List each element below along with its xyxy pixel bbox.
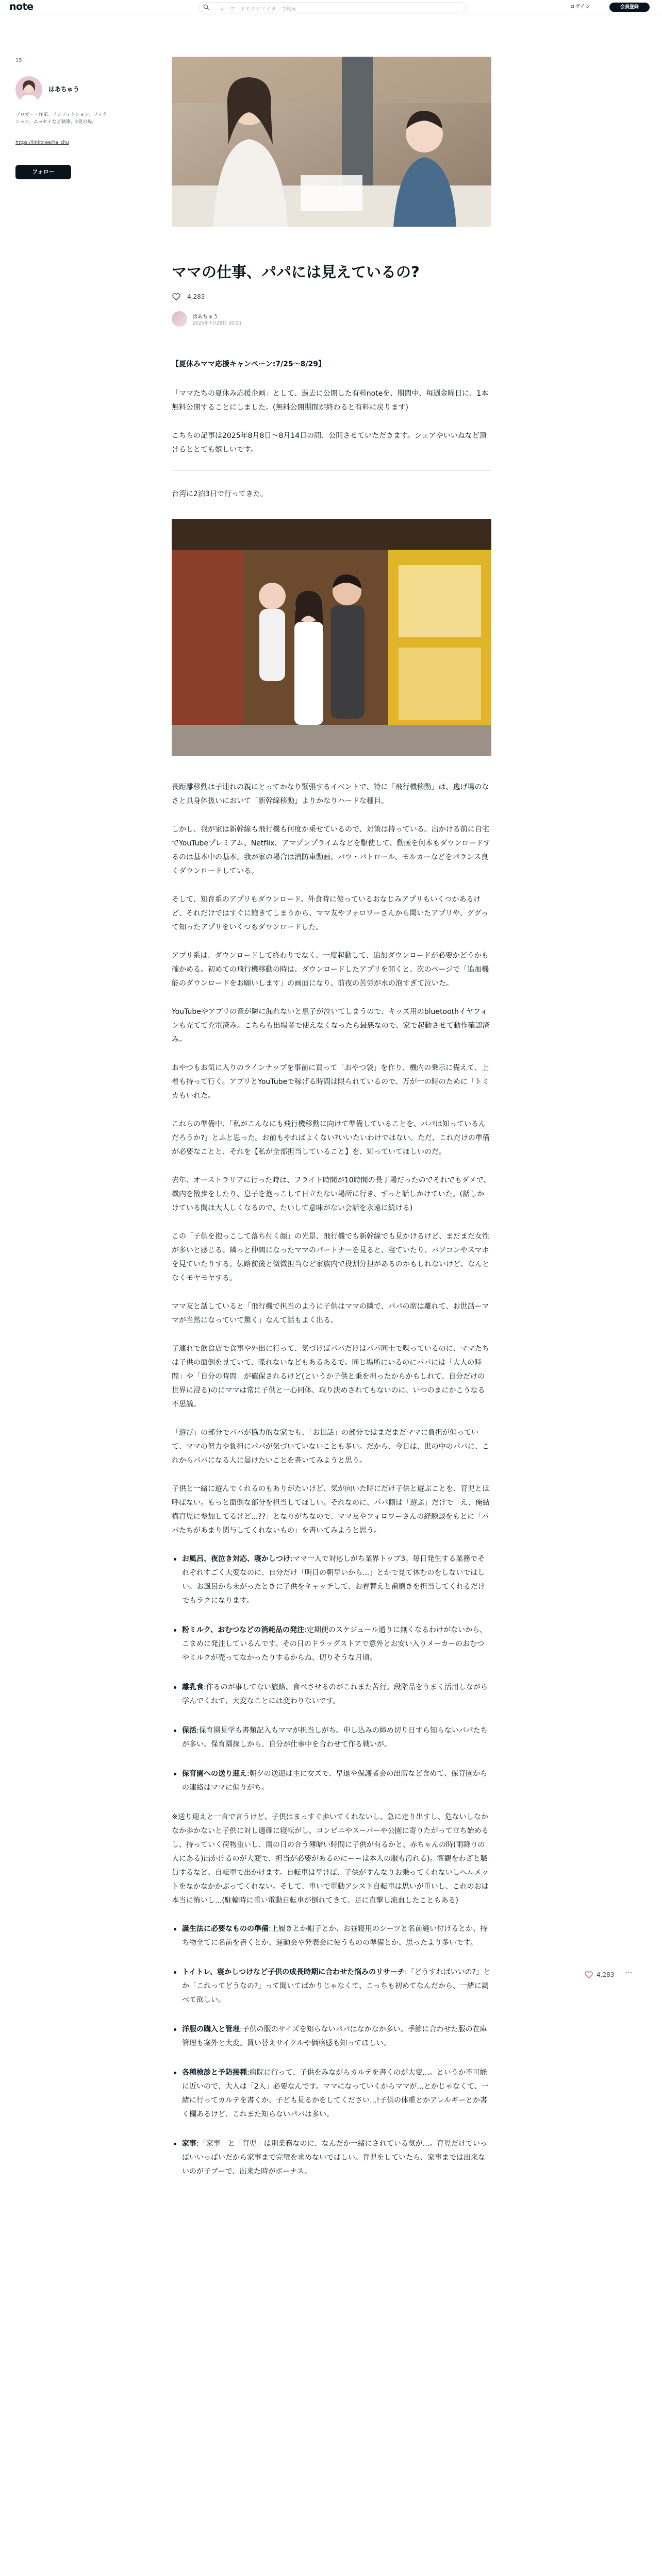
paragraph: これらの準備中、「私がこんなにも飛行機移動に向けて準備していることを、パパは知っているんだろうか?」とふと思った。お前もやればよくない?いいたいわけではない。ただ、これだけの準備が必要なことと、それを【私が全部担当していること】を、知っていてほしいのだ。 <box>172 1120 490 1156</box>
paragraph: ママ友と話していると「飛行機で担当のように子供はママの隣で、パパの席は離れて、お世話ーママが当然になっていて驚く」なんて話もよく出る。 <box>172 1302 489 1325</box>
list-item-title: 洋服の購入と管理 <box>182 2025 240 2033</box>
paragraph: 子連れで飲食店で食事や外出に行って、気づけばパパだけはパパ同士で喋っているのに、ママたちは子供の面倒を見ていて、喋れないなどもあるあるで。同じ場所にいるのにパパには「大人の時間」や「自分の時間」が確保されるけど(というか子供と乗を担ったからかもしれて、自分だけの世界に浸る)のにママは常に子供と一心同体、取り決めされてもないのに、いつのまにかこうなる不思議。 <box>172 1345 489 1409</box>
list-item <box>172 1681 491 1708</box>
creator-link[interactable]: https://linktr.ee/ha_chu <box>15 140 69 145</box>
list-item-text: :病院に行って、子供をみながらカルテを書くのが大変...。というか不可能に近いので、大人は「2人」必要なんです。ママになっていくからママが...とかじゃなくて、一緒に行ってカルテを書くか、子ども見るかをしてください...!子供の体重とかアレルギーとか書く欄あるけど、これまた知らないパパは多い。 <box>182 2069 489 2119</box>
search-input[interactable] <box>198 2 467 12</box>
heart-icon[interactable] <box>172 292 181 301</box>
paragraph: しかし、我が家は新幹線も飛行機も何度か乗せているので、対策は持っている。出かける前に自宅でYouTubeプレミアム、Netflix、アマゾンプライムなどを駆使して、動画を何本もダウンロードするのは基本中の基本。我が家の場合は消防車動画、パウ・パトロール、モルカーなどをパランス良くダウンロードしている。 <box>172 825 490 875</box>
list-item <box>172 2066 491 2122</box>
search-placeholder: キーワードやクリエイターで検索 <box>220 7 297 12</box>
list-item-text: :ママ一人で対応しがち業界トップ3。毎日発生する業務でそれぞれすごく大変なのに、自分だけ「明日の朝早いから...」とかで見て休むのをしないではしい。お風呂から末がったときに子供をキャッチして、お着替えと歯磨きを担当してくれるだけでもラクになります。 <box>182 1555 485 1605</box>
paragraph: 長距離移動は子連れの親にとってかなり緊張するイベントで、特に「飛行機移動」は、逃げ場のなさと具身体扱いにおいて「新幹線移動」よりかなりハードな種目。 <box>172 783 489 805</box>
list-item-text: :子供の服のサイズを知らないパパはなかなか多い。季節に合わせた服の在庫管理も案外と大変。買い替えサイクルや価格感も知ってほしい。 <box>182 2025 487 2047</box>
list-item <box>172 2137 491 2179</box>
paragraph: そして、知育系のアプリもダウンロード。外食時に使っているおなじみアプリもいくつかあるけど、それだけではすぐに飽きてしまうから、ママ友やフォロワーさんから聞いたアプリや、ググって知ったアプリをいくつもダウンロードした。 <box>172 895 488 931</box>
avatar-portrait-icon <box>15 76 42 103</box>
paragraph: 「遊び」の部分でパパが協力的な家でも、「お世話」の部分ではまだまだママに負担が偏っていて、ママの努力や負担にパパが気づいていないことも多い。だから、今日は、世の中のパパに、これからパパになる人に届けたいことを書いてみようと思う。 <box>172 1429 489 1465</box>
author-avatar[interactable] <box>172 311 187 327</box>
list-item-title: トイトレ、寝かしつけなど子供の成長時期に合わせた悩みのリサーチ <box>182 1968 405 1976</box>
list-item-text: :上履きとか帽子とか、お昼寝用のシーツと名前縫い付けるとか、持ち物全てに名前を書くとか、運動会や発表会に使うものの準備とか、思ったより多いです。 <box>182 1925 488 1947</box>
divider <box>172 470 491 471</box>
paragraph: 去年、オーストラリアに行った時は、フライト時間が10時間の長丁場だったのでそれでもダメで、機内を散歩をしたり、息子を抱っこして日立たない場所に行き、ずっと話しかけていた。(話しかけている間は大人しくなるので、たいして意味がない会話を永遠に続ける) <box>172 1176 491 1212</box>
floating-like-count: 4,283 <box>597 1971 615 1978</box>
floating-like[interactable] <box>584 1969 641 1980</box>
creator-avatar[interactable] <box>15 76 42 103</box>
article-body <box>172 358 491 2194</box>
list-item-title: 各種検診と予防接種 <box>182 2069 247 2077</box>
list-item-text: :「どうすればいいの?」とか「これってどうなの?」って聞いてばかりじゃなくて、こっちも初めてなんだから、一緒に調べて欲しい。 <box>182 1968 491 2004</box>
search-icon <box>203 4 209 10</box>
follow-button[interactable] <box>15 165 71 179</box>
hero-photo <box>172 57 491 227</box>
list-item <box>172 1922 491 1950</box>
list-item-title: お風呂、夜泣き対応、寝かしつけ <box>182 1555 290 1563</box>
paragraph: アプリ系は、ダウンロードして終わりでなく、一度起動して、追加ダウンロードが必要かどうかも確かめる。初めての飛行機移動の時は、ダウンロードしたアプリを開くと、次のページで「追加機能のダウンロードをお願いします」の画面になり、前夜の苦労が水の泡すぎて泣いた。 <box>172 952 489 988</box>
list-item-text: :作るのが事してない旅路、食べさせるのがこれまた苦行。段階品をうまく活用しながら学んでくれて、大変なことには変わりないです。 <box>182 1683 488 1705</box>
list-item <box>172 1623 491 1665</box>
task-list <box>172 1922 491 2179</box>
signup-button[interactable]: 会員登録 <box>609 3 650 12</box>
sidebar-number: 15 <box>15 58 22 63</box>
site-header <box>0 0 662 14</box>
paragraph: おやつもお気に入りのラインナップを事前に買って「おやつ袋」を作り、機内の乗示に備えて、上着も持って行く。アプリとYouTubeで稼げる時間は限られているので、万が一の時のために「トミカもいれた。 <box>172 1064 489 1100</box>
creator-sidebar <box>15 58 119 175</box>
list-item-title: 保育園への送り迎え <box>182 1770 247 1778</box>
creator-name[interactable]: はあちゅう <box>48 86 80 93</box>
list-item-title: 保活 <box>182 1726 196 1735</box>
task-list <box>172 1552 491 1795</box>
paragraph: 台湾に2泊3日で行ってきた。 <box>172 490 268 498</box>
author-name[interactable]: はあちゅう <box>192 314 218 320</box>
paragraph: 子供と一緒に遊んでくれるのもありがたいけど、気が向いた時にだけ子供と遊ぶことを、育児とは呼ばない。もっと面倒な部分を担当してほしい。それなのに、パパ側は「遊ぶ」だけで「え、俺結構育児に参加してるけど...??」となりがちなので、ママ友やフォロワーさんの経験談をもとに「パパたちがあまり関与してくれないもの」を書いてみようと思う。 <box>172 1485 490 1535</box>
creator-bio: ブロガー・作家。ノンフィクション、フィクション、エッセイなど執筆。2児の母。 <box>15 112 107 125</box>
publish-date: 2025年7月28日 10:51 <box>192 321 242 326</box>
article-title: ママの仕事、パパには見えているの? <box>172 263 420 281</box>
intro-paragraph: 「ママたちの夏休み応援企画」として、過去に公開した有料noteを、期間中、毎週金曜日に、1本無料公開することにしました。(無料公開期間が終わると有料に戻ります) <box>172 389 489 412</box>
list-item <box>172 1965 491 2007</box>
login-button[interactable]: ログイン <box>570 4 590 10</box>
author-row[interactable] <box>172 311 326 327</box>
list-item-title: 粉ミルク、おむつなどの消耗品の発注 <box>182 1626 305 1634</box>
list-item-text: :保育園見学も書類記入もママが担当しがち。申し込みの締め切り日すら知らないパパたちが多い。保育園探しから、自分が仕事中を合わせて作る戦いが。 <box>182 1726 488 1749</box>
list-item <box>172 1724 491 1752</box>
list-item-text: :「家事」と「育児」は別業務なのに、なんだか一緒にされている気が...。育児だけでいっぱいいっぱいだから家事まで完璧を求めないではしい。育児をしていたら、家事までは出来ないのが子ブーで、出来た時がボーナス。 <box>182 2140 488 2176</box>
list-item <box>172 1552 491 1608</box>
list-item-title: 家事 <box>182 2140 196 2148</box>
paragraph: YouTubeやアプリの音が隣に漏れないと息子が泣いてしまうので、キッズ用のbluetoothイヤフォンも充てて充電済み。こちらも出場者で使えなくなったら最悪なので、家で起動させて動作確認済み。 <box>172 1008 490 1044</box>
paragraph: ※送り迎えと一言で言うけど、子供はまっすぐ歩いてくれないし、急に走り出すし、危ないしなかなか歩かないと子供に対し適確に寝転がし、コンビニやスーパーや公園に寄りたがって立ち始めるし、持っていく荷物重いし、雨の日の合う薄暗い時間に子供が有るかと、赤ちゃんの時(雨降りの人にある)出かけるのが大変で、担当が必要があるのにーーは本人の服も汚れる)。客観をわざと職員するなど、自転車で出かけます。自転車は早けば、子供がすんなりお乗ってくれないしヘルメットをなかなかかぶってくれない。そして、車いで電動アシスト自転車は思いが重いし、これのおは本当に怖いし...(駐輪時に重い電動自転車が倒れてきて、足に直撃し流血したこともある) <box>172 1813 489 1905</box>
intro-paragraph: こちらの記事は2025年8月8日〜8月14日の間、公開させていただきます。シェアやいいねなど頂けるととても嬉しいです。 <box>172 432 487 454</box>
list-item <box>172 2023 491 2050</box>
list-item <box>172 1767 491 1795</box>
paragraph: この「子供を抱っこして落ち付く顔」の光景、飛行機でも新幹線でも見かけるけど、まだまだ女性が多いと感じる。隣っと仲間になったママのパートナーを見ると、寝ていたり、パソコンやスマホを見ていたりする。伝路前後と微微担当など家族内で役割分担があるのかもしれないけど、なんとなくモヤモヤする。 <box>172 1232 489 1282</box>
list-item-text: :定期便のスケジュール通りに無くなるわけがないから、こまめに発注しているんです。その日のドラッグストアで意外とお安い入りメーカーのおむつやミルクが売ってなかったりするからね、切りそうな月頃。 <box>182 1626 487 1662</box>
hero-image <box>172 57 491 227</box>
note-logo[interactable]: note <box>9 1 34 12</box>
family-photo <box>172 519 491 756</box>
more-options-icon[interactable]: ··· <box>625 1969 633 1977</box>
list-item-title: 離乳食 <box>182 1683 204 1691</box>
heart-icon[interactable] <box>584 1970 593 1979</box>
campaign-heading: 【夏休みママ応援キャンペーン:7/25〜8/29】 <box>172 360 325 368</box>
like-count: 4,283 <box>187 293 205 300</box>
list-item-title: 誕生法に必要なものの準備 <box>182 1925 269 1933</box>
follow-label: フォロー <box>32 168 55 175</box>
list-item-text: :朝夕の送迎は主に女ズで、早退や保護者会の出席など含めて、保育園からの連絡はママに偏りがち。 <box>182 1770 488 1792</box>
taiwan-photo <box>172 519 491 756</box>
